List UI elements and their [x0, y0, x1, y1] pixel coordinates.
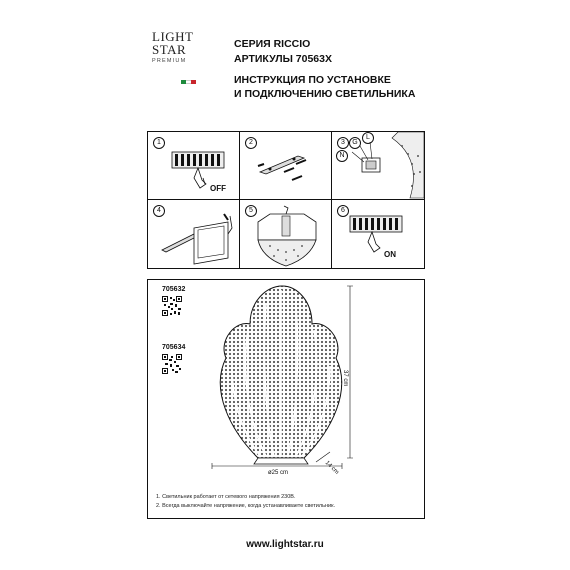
- step-5: [240, 200, 332, 268]
- step-3: [332, 132, 424, 200]
- step-6: [332, 200, 424, 268]
- height-dimension: 37 cm: [342, 370, 348, 387]
- article-numbers: АРТИКУЛЫ 70563X: [234, 53, 332, 65]
- install-shade-icon: [240, 200, 332, 268]
- article-code: 705634: [162, 344, 186, 351]
- circuit-breaker-off-icon: [148, 132, 240, 200]
- wall-plate-screws-icon: [240, 132, 332, 200]
- step-number: 4: [153, 205, 165, 217]
- wiring-connection-icon: [332, 132, 424, 200]
- logo-line-3: PREMIUM: [152, 58, 187, 64]
- depth-dimension: 14 cm: [323, 460, 340, 476]
- brand-logo: [152, 30, 212, 64]
- live-marker: L: [362, 132, 374, 144]
- installation-steps: [147, 131, 425, 269]
- circuit-breaker-on-icon: [332, 200, 424, 268]
- step-number: 6: [337, 205, 349, 217]
- step-4: [148, 200, 240, 268]
- note-1: 1. Светильник работает от сетевого напряжения 230В.: [156, 494, 296, 500]
- logo-line-1: LIGHT: [152, 29, 194, 44]
- italian-flag-icon: [181, 80, 196, 84]
- product-drawing-panel: [147, 279, 425, 519]
- note-2: 2. Всегда выключайте напряжение, когда устанавливаете светильник.: [156, 503, 336, 509]
- step-number: 2: [245, 137, 257, 149]
- title-line-1: ИНСТРУКЦИЯ ПО УСТАНОВКЕ: [234, 74, 391, 86]
- article-code: 705632: [162, 286, 186, 293]
- ground-marker: G: [349, 137, 361, 149]
- step-number: 1: [153, 137, 165, 149]
- series-name: СЕРИЯ RICCIO: [234, 38, 311, 50]
- logo-line-2: STAR: [152, 42, 187, 57]
- on-label: ON: [384, 250, 396, 259]
- title-line-2: И ПОДКЛЮЧЕНИЮ СВЕТИЛЬНИКА: [234, 88, 416, 100]
- neutral-marker: N: [336, 150, 348, 162]
- step-1: [148, 132, 240, 200]
- step-number: 5: [245, 205, 257, 217]
- step-2: [240, 132, 332, 200]
- step-number: 3: [337, 137, 349, 149]
- width-dimension: ø25 cm: [268, 470, 289, 476]
- website-link[interactable]: www.lightstar.ru: [246, 539, 324, 550]
- mount-fixture-icon: [148, 200, 240, 268]
- off-label: OFF: [210, 184, 226, 193]
- lamp-drawing: [148, 280, 424, 518]
